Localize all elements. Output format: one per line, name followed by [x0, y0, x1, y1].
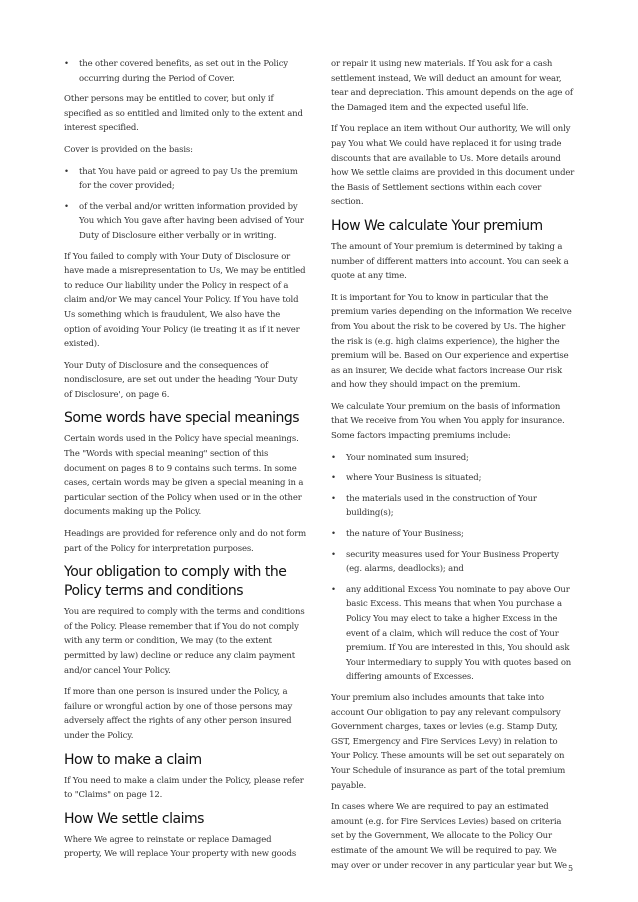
- list-item: • Your nominated sum insured;: [331, 451, 576, 466]
- paragraph: If You failed to comply with Your Duty of Disclosure or have made a misrepresentation to Us, We may be entitled to reduce Our liability under the Policy in respect of a claim and/or We may cancel Your Policy. If You have told Us something which is fraudulent, We also have the option of avoiding Your Policy (ie treating it as if it never existed).: [64, 251, 306, 350]
- page-number: 5: [568, 864, 574, 873]
- section-heading: How We settle claims: [64, 810, 204, 827]
- list-item: • any additional Excess You nominate to pay above Our basic Excess. This means that when You purchase a Policy You may elect to take a higher Excess in the event of a claim, which will reduce the cost of Your premium. If You are interested in this, You should ask Your intermediary to supply You with quotes based on differing amounts of Excesses.: [331, 583, 576, 685]
- list-item: • security measures used for Your Business Property (eg. alarms, deadlocks); and: [331, 548, 576, 577]
- paragraph: If You need to make a claim under the Policy, please refer to "Claims" on page 12.: [64, 775, 304, 801]
- paragraph: Cover is provided on the basis:: [64, 144, 193, 155]
- paragraph: Other persons may be entitled to cover, but only if specified as so entitled and limited only to the extent and interest specified.: [64, 94, 303, 134]
- paragraph: Where We agree to reinstate or replace Damaged property, We will replace Your property with new goods: [64, 834, 297, 860]
- paragraph: If more than one person is insured under the Policy, a failure or wrongful action by one of those persons may adversely affect the rights of any other person insured under the Policy.: [64, 687, 293, 741]
- bullet-list: [64, 165, 308, 244]
- list-item: • the materials used in the construction of Your building(s);: [331, 492, 576, 521]
- list-item: • that You have paid or agreed to pay Us the premium for the cover provided;: [64, 165, 308, 194]
- section-heading: Some words have special meanings: [64, 410, 300, 427]
- list-item: • of the verbal and/or written information provided by You which You gave after having been advised of Your Duty of Disclosure either verbally or in writing.: [64, 200, 308, 244]
- section-heading: How We calculate Your premium: [331, 217, 543, 234]
- list-item: • where Your Business is situated;: [331, 471, 576, 486]
- section-heading: How to make a claim: [64, 751, 202, 768]
- paragraph: The amount of Your premium is determined by taking a number of different matters into account. You can seek a quote at any time.: [331, 241, 569, 282]
- paragraph: Headings are provided for reference only and do not form part of the Policy for interpretation purposes.: [64, 529, 307, 554]
- section-heading: Your obligation to comply with the Policy terms and conditions: [64, 564, 287, 600]
- paragraph: You are required to comply with the terms and conditions of the Policy. Please remember that if You do not comply with any term or condition, We may (to the extent permitted by law) decline or reduce any claim payment and/or cancel Your Policy.: [64, 607, 305, 676]
- paragraph: Certain words used in the Policy have special meanings. The "Words with special meaning" section of this document on pages 8 to 9 contains such terms. In some cases, certain words may be given a special meaning in a particular section of the Policy when used or in the other documents making up the Policy.: [64, 434, 304, 518]
- list-item: • the other covered benefits, as set out in the Policy occurring during the Period of Cover.: [64, 57, 308, 86]
- paragraph: It is important for You to know in particular that the premium varies depending on the information We receive from You about the risk to be covered by Us. The higher the risk is (e.g. high claims experience), the higher the premium will be. Based on Our experience and expertise as an insurer, We decide what factors increase Our risk and how they should impact on the premium.: [331, 292, 572, 391]
- bullet-list: [64, 57, 308, 86]
- left-column: [64, 57, 308, 869]
- paragraph: or repair it using new materials. If You ask for a cash settlement instead, We will deduct an amount for wear, tear and depreciation. This amount depends on the age of the Damaged item and the expected useful life.: [331, 59, 573, 113]
- paragraph: Your premium also includes amounts that take into account Our obligation to pay any relevant compulsory Government charges, taxes or levies (e.g. Stamp Duty, GST, Emergency and Fire Services Levy) in relation to Your Policy. These amounts will be set out separately on Your Schedule of insurance as part of the total premium payable.: [331, 692, 566, 791]
- paragraph: We calculate Your premium on the basis of information that We receive from You when You apply for insurance. Some factors impacting premiums include:: [331, 401, 565, 442]
- bullet-list: [331, 451, 576, 685]
- right-column: [331, 57, 576, 880]
- paragraph: Your Duty of Disclosure and the consequences of nondisclosure, are set out under the heading 'Your Duty of Disclosure', on page 6.: [64, 360, 298, 400]
- paragraph: If You replace an item without Our authority, We will only pay You what We could have replaced it for using trade discounts that are available to Us. More details around how We settle claims are provided in this document under the Basis of Settlement sections within each cover section.: [331, 124, 575, 208]
- paragraph: In cases where We are required to pay an estimated amount (e.g. for Fire Services Levies) based on criteria set by the Government, We allocate to the Policy Our estimate of the amount We will be required to pay. We may over or under recover in any particular year but We: [331, 802, 567, 871]
- list-item: • the nature of Your Business;: [331, 527, 576, 542]
